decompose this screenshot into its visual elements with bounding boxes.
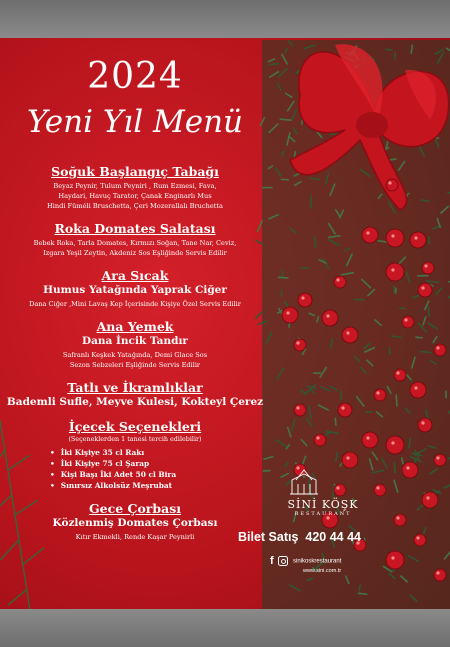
section-subtitle: Dana İncik Tandır	[82, 335, 188, 347]
section-title: Roka Domates Salatası	[54, 221, 216, 236]
section-line: Dana Ciğer ,Mini Lavaş Kep İçerisinde Kişiye Özel Servis Edilir	[29, 300, 241, 308]
berry-highlight	[436, 456, 439, 459]
berry-highlight	[396, 516, 399, 519]
section-title: Ana Yemek	[96, 319, 174, 334]
berry-highlight	[346, 331, 349, 334]
berry-highlight	[436, 571, 439, 574]
berry-highlight	[391, 234, 394, 237]
berry-highlight	[286, 311, 289, 314]
berry-highlight	[376, 391, 379, 394]
berry	[386, 179, 398, 191]
berry	[422, 262, 434, 274]
section-line: Hindi Füméli Bruschetta, Çeri Mozerallalı Bruchetta	[47, 202, 223, 210]
berry	[386, 229, 404, 247]
berry	[422, 492, 438, 508]
bottom-border	[0, 609, 450, 647]
berry-highlight	[296, 341, 299, 344]
drink-item: • İki Kişiye 75 cl Şarap	[50, 458, 220, 469]
berry	[410, 232, 426, 248]
section-main-course	[0, 319, 270, 370]
berry-highlight	[316, 436, 319, 439]
menu-sections	[0, 164, 270, 542]
berry	[334, 276, 346, 288]
berry-highlight	[426, 496, 429, 499]
berry	[362, 432, 378, 448]
drink-item: • Kişi Başı İki Adet 50 cl Bira	[50, 469, 220, 480]
section-line: Safranlı Keşkek Yatağında, Demi Glace Sos	[62, 351, 208, 359]
berry	[402, 462, 418, 478]
berry-highlight	[414, 386, 417, 389]
berry	[374, 389, 386, 401]
section-subtitle: Bademli Sufle, Meyve Kulesi, Kokteyl Çerez	[6, 396, 264, 408]
berry	[282, 307, 298, 323]
social-handle[interactable]: sinikoskrestaurant	[293, 558, 342, 565]
berry	[342, 327, 358, 343]
berry-highlight	[326, 314, 329, 317]
berry	[434, 344, 446, 356]
berry	[338, 403, 352, 417]
section-description	[0, 181, 270, 211]
ticket-label: Bilet Satış	[238, 530, 299, 544]
berry-highlight	[416, 536, 419, 539]
berry-highlight	[391, 556, 394, 559]
berry-highlight	[376, 486, 379, 489]
berry-highlight	[414, 236, 417, 239]
berry	[434, 454, 446, 466]
website-link[interactable]: www.sini.com.tr	[303, 568, 342, 574]
section-title: Soğuk Başlangıç Tabağı	[51, 164, 219, 179]
restaurant-logo	[272, 468, 374, 517]
instagram-icon[interactable]	[278, 556, 288, 566]
berry	[342, 452, 358, 468]
section-line: Haydari, Havuç Tarator, Çanak Enginarlı Mus	[58, 192, 212, 200]
section-title: Ara Sıcak	[101, 268, 169, 283]
section-night-soup	[0, 501, 270, 542]
berry-highlight	[406, 466, 409, 469]
menu-year: 2024	[87, 56, 183, 97]
section-line: Sezon Sebzeleri Eşliğinde Servis Edilir	[69, 361, 201, 369]
berry	[298, 293, 312, 307]
berry-highlight	[388, 181, 391, 184]
berry	[294, 339, 306, 351]
section-description	[0, 350, 270, 370]
berry	[434, 569, 446, 581]
section-drinks	[0, 419, 270, 491]
section-title: Gece Çorbası	[88, 501, 182, 516]
berry-highlight	[421, 286, 424, 289]
berry-highlight	[391, 441, 394, 444]
berry	[410, 382, 426, 398]
berry	[294, 404, 306, 416]
berry-highlight	[301, 296, 304, 299]
drink-list	[50, 447, 220, 491]
section-cold-starters	[0, 164, 270, 211]
berry-highlight	[296, 406, 299, 409]
berry	[418, 283, 432, 297]
berry-highlight	[336, 278, 339, 281]
berry-highlight	[436, 346, 439, 349]
section-line: Kıtır Ekmekli, Rende Kaşar Peynirli	[75, 533, 195, 541]
berry	[374, 484, 386, 496]
berry	[362, 227, 378, 243]
section-line: Izgara Yeşil Zeytin, Akdeniz Sos Eşliğinde Servis Edilir	[43, 249, 227, 257]
section-warm-starter	[0, 268, 270, 309]
section-line: Bebek Roka, Tarla Domates, Kırmızı Soğan, Tane Nar, Ceviz,	[33, 239, 237, 247]
section-description	[0, 238, 270, 258]
section-subtitle: Humus Yatağında Yaprak Ciğer	[43, 284, 227, 296]
berry-highlight	[366, 436, 369, 439]
berry	[402, 316, 414, 328]
ticket-info	[238, 530, 388, 544]
berry	[386, 436, 404, 454]
social-links	[270, 555, 341, 567]
berry-highlight	[396, 371, 399, 374]
berry-highlight	[424, 264, 427, 267]
section-subtitle: Közlenmiş Domates Çorbası	[52, 517, 218, 529]
section-title: Tatlı ve İkramlıklar	[67, 380, 203, 395]
berry-highlight	[346, 456, 349, 459]
section-note: (Seçeneklerden 1 tanesi tercih edilebilir)	[68, 435, 202, 443]
berry	[418, 418, 432, 432]
restaurant-tagline: RESTAURANT	[294, 511, 352, 517]
berry-highlight	[404, 318, 407, 321]
drink-item: • İki Kişiye 35 cl Rakı	[50, 447, 220, 458]
drink-item: • Sınırsız Alkolsüz Meşrubat	[50, 480, 220, 491]
section-salad	[0, 221, 270, 258]
berry	[414, 534, 426, 546]
berry	[394, 514, 406, 526]
berry-highlight	[341, 406, 344, 409]
restaurant-name: SİNİ KÖŞK	[287, 498, 359, 511]
berry	[394, 369, 406, 381]
berry	[314, 434, 326, 446]
section-title: İçecek Seçenekleri	[68, 419, 202, 434]
berry	[386, 263, 404, 281]
section-line: Beyaz Peynir, Tulum Peyniri , Rum Ezmesi, Fava,	[53, 182, 217, 190]
berry	[322, 310, 338, 326]
menu-title: Yeni Yıl Menü	[26, 104, 244, 140]
section-desserts	[0, 380, 270, 409]
berry-highlight	[391, 268, 394, 271]
berry	[386, 551, 404, 569]
facebook-icon[interactable]: f	[270, 555, 274, 567]
berry-highlight	[421, 421, 424, 424]
ticket-phone[interactable]: 420 44 44	[305, 530, 361, 544]
berry-highlight	[366, 231, 369, 234]
